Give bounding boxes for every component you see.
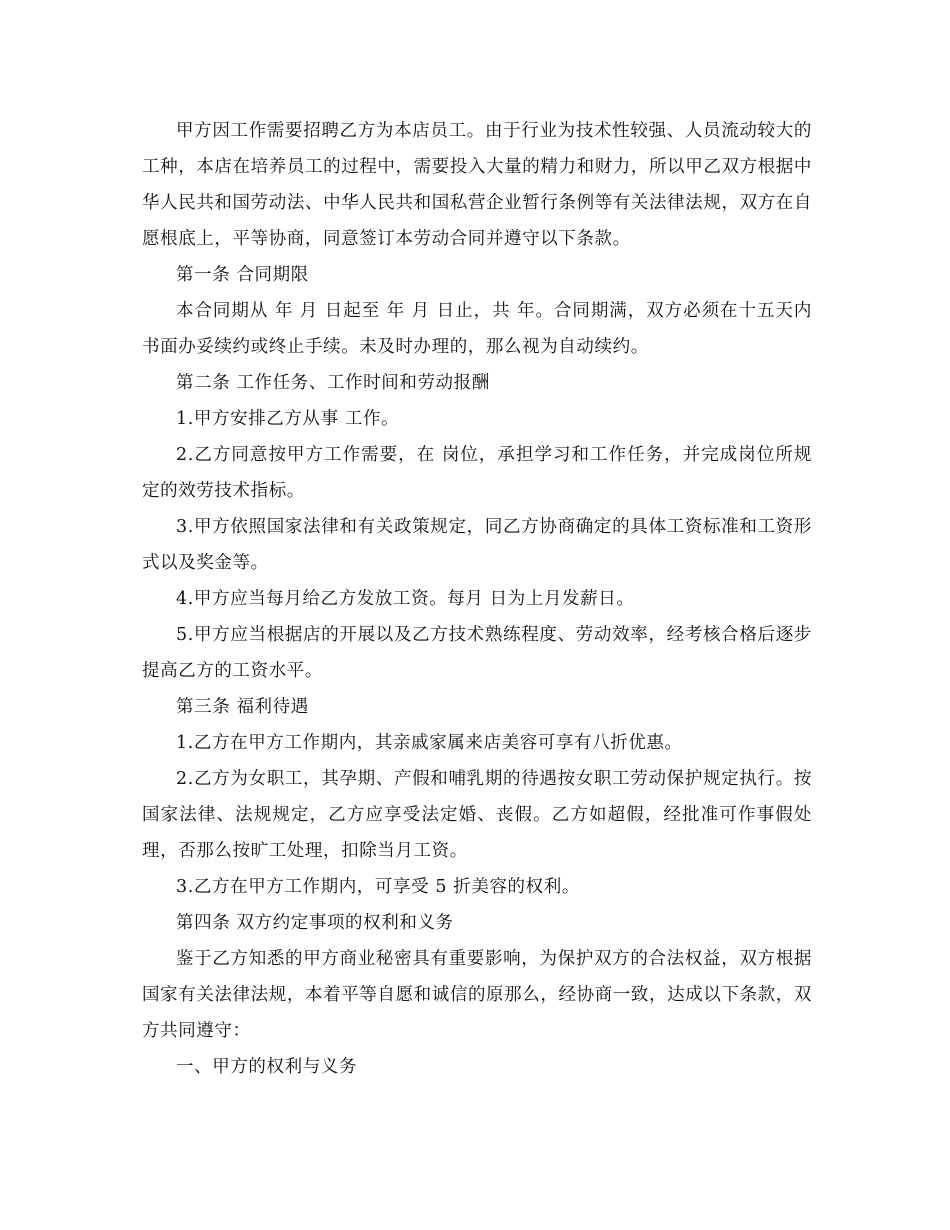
paragraph-clause-2-1: 1.甲方安排乙方从事 工作。 — [176, 409, 400, 429]
heading-article-4: 第四条 双方约定事项的权利和义务 — [176, 913, 454, 933]
paragraph-article-4-intro: 鉴于乙方知悉的甲方商业秘密具有重要影响，为保护双方的合法权益，双方根据国家有关法律法规，本着平等自愿和诚信的原那么，经协商一致，达成以下条款，双方共同遵守： — [142, 949, 812, 1041]
heading-article-3: 第三条 福利待遇 — [176, 697, 309, 717]
paragraph-clause-2-4: 4.甲方应当每月给乙方发放工资。每月 日为上月发薪日。 — [176, 589, 635, 609]
paragraph-clause-3-1: 1.乙方在甲方工作期内，其亲戚家属来店美容可享有八折优惠。 — [176, 733, 683, 753]
heading-article-2: 第二条 工作任务、工作时间和劳动报酬 — [176, 373, 490, 393]
heading-party-a-rights: 一、甲方的权利与义务 — [176, 1057, 357, 1077]
paragraph-clause-2-3: 3.甲方依照国家法律和有关政策规定，同乙方协商确定的具体工资标准和工资形式以及奖金等。 — [142, 517, 812, 573]
paragraph-contract-term: 本合同期从 年 月 日起至 年 月 日止，共 年。合同期满，双方必须在十五天内书面办妥续约或终止手续。未及时办理的，那么视为自动续约。 — [142, 301, 812, 357]
paragraph-clause-3-2: 2.乙方为女职工，其孕期、产假和哺乳期的待遇按女职工劳动保护规定执行。按国家法律、法规规定，乙方应享受法定婚、丧假。乙方如超假，经批准可作事假处理，否那么按旷工处理，扣除当月工资。 — [142, 769, 812, 861]
paragraph-clause-2-2: 2.乙方同意按甲方工作需要，在 岗位，承担学习和工作任务，并完成岗位所规定的效劳技术指标。 — [142, 445, 812, 501]
heading-article-1: 第一条 合同期限 — [176, 265, 309, 285]
paragraph-intro: 甲方因工作需要招聘乙方为本店员工。由于行业为技术性较强、人员流动较大的工种，本店在培养员工的过程中，需要投入大量的精力和财力，所以甲乙双方根据中华人民共和国劳动法、中华人民共和国私营企业暂行条例等有关法律法规，双方在自愿根底上，平等协商，同意签订本劳动合同并遵守以下条款。 — [142, 121, 812, 249]
document-body — [142, 113, 812, 1085]
paragraph-clause-3-3: 3.乙方在甲方工作期内，可享受 5 折美容的权利。 — [176, 877, 580, 897]
paragraph-clause-2-5: 5.甲方应当根据店的开展以及乙方技术熟练程度、劳动效率，经考核合格后逐步提高乙方的工资水平。 — [142, 625, 812, 681]
